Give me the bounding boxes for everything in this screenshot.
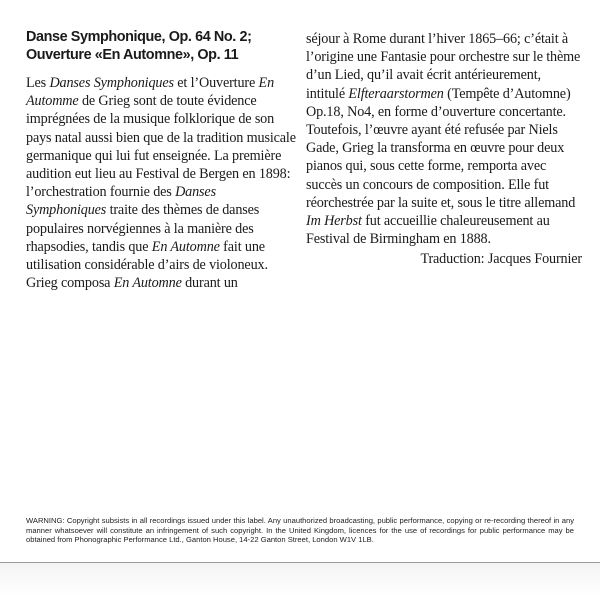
bottom-margin [0, 563, 600, 597]
translation-credit: Traduction: Jacques Fournier [420, 251, 582, 268]
article-title [26, 28, 298, 64]
copyright-warning: WARNING: Copyright subsists in all recordings issued under this label. Any unauthorized broadcasting, public performance, copying or re-recording thereof in any manner whatsoever will constitute an infringement of such copyright. In the United Kingdom, licences for the use of recordings for public performance may be obtained from Phonographic Performance Ltd., Ganton House, 14-22 Ganton Street, London W1V 1LB. [26, 516, 574, 545]
right-paragraph-text: séjour à Rome durant l’hiver 1865–66; c’était à l’origine une Fantasie pour orchestre sur le thème d’un Lied, qu’il avait écrit antérieurement, intitulé Elfteraarstormen (Tempête d’Automne) Op.18, No4, en forme d’ouverture concertante. Toutefois, l’œuvre ayant été refusée par Niels Gade, Grieg la transforma en œuvre pour deux pianos qui, sous cette forme, remporta avec succès un concours de composition. Elle fut réorchestrée par la suite et, sous le titre allemand Im Herbst fut accueillie chaleureusement au Festival de Birmingham en 1888. [306, 31, 581, 248]
title-line-1: Danse Symphonique, Op. 64 No. 2; [26, 29, 252, 45]
right-column [306, 30, 582, 269]
left-column [26, 28, 298, 292]
left-paragraph-text: Les Danses Symphoniques et l’Ouverture En Automme de Grieg sont de toute évidence imprégnées de la musique folklorique de son pays natal aussi bien que de la tradition musicale germanique qui lui fut enseignée. La première audition eut lieu au Festival de Bergen en 1898: l’orchestration fournie des Danses Symphoniques traite des thèmes de danses populaires norvégiennes à la manière des rhapsodies, tandis que En Automne fait une utilisation considérable d’airs de violoneux. Grieg composa En Automne durant un [26, 75, 296, 292]
left-paragraph [26, 74, 298, 292]
right-paragraph [306, 30, 582, 248]
title-line-2: Ouverture «En Automne», Op. 11 [26, 47, 239, 63]
